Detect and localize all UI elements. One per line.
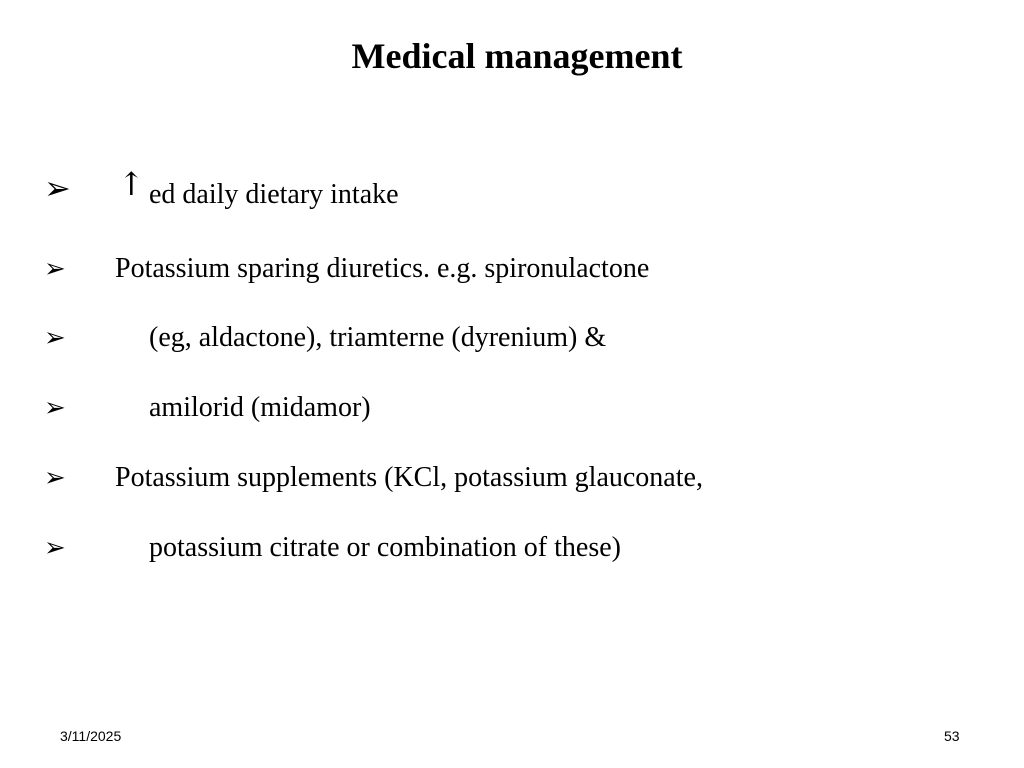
list-item-1-text: ed daily dietary intake: [149, 179, 399, 210]
list-item-2-text: Potassium sparing diuretics. e.g. spironulactone: [115, 253, 650, 284]
bullet-arrow-icon: ➢: [44, 463, 66, 492]
bullet-arrow-icon: ➢: [44, 170, 71, 206]
bullet-arrow-icon: ➢: [44, 323, 66, 352]
bullet-arrow-icon: ➢: [44, 254, 66, 283]
up-arrow-icon: ↑: [118, 165, 145, 203]
list-item-4-text: amilorid (midamor): [149, 392, 371, 423]
list-item-6-text: potassium citrate or combination of these): [149, 532, 621, 563]
bullet-arrow-icon: ➢: [44, 533, 66, 562]
list-item-5-text: Potassium supplements (KCl, potassium glauconate,: [115, 462, 703, 493]
list-item-3-text: (eg, aldactone), triamterne (dyrenium) &: [149, 322, 607, 353]
footer-page-number: 53: [944, 728, 960, 744]
footer-date: 3/11/2025: [60, 728, 122, 744]
slide-title: Medical management: [351, 36, 683, 76]
bullet-arrow-icon: ➢: [44, 393, 66, 422]
